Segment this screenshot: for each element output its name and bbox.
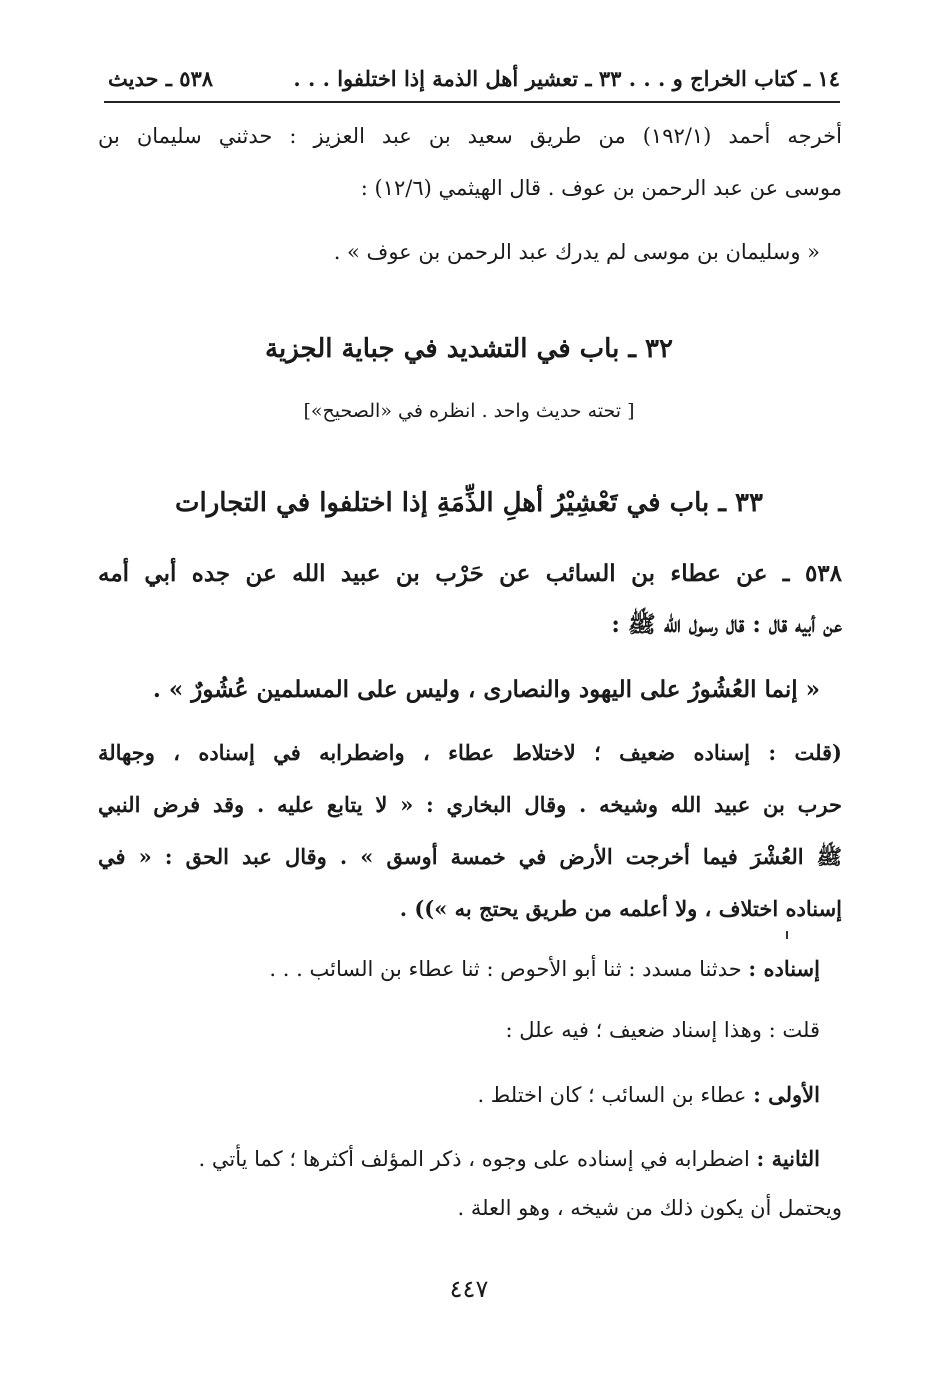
intro-quote: « وسليمان بن موسى لم يدرك عبد الرحمن بن عوف » . [333, 240, 820, 264]
chapter-33-title: ٣٣ ـ باب في تَعْشِيْرُ أهلِ الذِّمَةِ إذا اختلفوا في التجارات [175, 488, 763, 518]
header-rule [104, 101, 840, 103]
comment-line-4: إسناده اختلاف ، ولا أعلمه من طريق يحتج به »)) . [399, 896, 842, 921]
running-head-hadith-number: ٥٣٨ ـ حديث [108, 66, 214, 91]
intro-line-2: موسى عن عبد الرحمن بن عوف . قال الهيثمي (١٢/٦) : [360, 176, 842, 200]
running-head [104, 62, 840, 98]
page-number: ٤٤٧ [449, 1275, 489, 1303]
second-defect-text: اضطرابه في إسناده على وجوه ، ذكر المؤلف أكثرها ؛ كما يأتي . [198, 1147, 757, 1171]
isnad-text: حدثنا مسدد : ثنا أبو الأحوص : ثنا عطاء بن السائب . . . [269, 957, 749, 981]
comment-line-3: ﷺ العُشْرَ فيما أخرجت الأرض في خمسة أوسق » . وقال عبد الحق : « في [98, 844, 842, 869]
intro-line-1: أخرجه أحمد (١٩٢/١) من طريق سعيد بن عبد العزيز : حدثني سليمان بن [98, 124, 842, 148]
running-head-title: ١٤ ـ كتاب الخراج و . . . ٣٣ ـ تعشير أهل الذمة إذا اختلفوا . . . [293, 66, 840, 91]
hadith-text: « إنما العُشُورُ على اليهود والنصارى ، وليس على المسلمين عُشُورٌ » . [152, 676, 820, 703]
hadith-line-2: عن أبيه قال : قال رسول الله ﷺ : [611, 611, 842, 638]
second-defect-line-2: ويحتمل أن يكون ذلك من شيخه ، وهو العلة . [457, 1196, 842, 1220]
comment-line-2: حرب بن عبيد الله وشيخه . وقال البخاري : « لا يتابع عليه . وقد فرض النبي [98, 792, 842, 817]
isnad-label: إسناده : [748, 956, 820, 981]
hadith-line-1: ٥٣٨ ـ عن عطاء بن السائب عن حَرْب بن عبيد الله عن جده أبي أمه [98, 560, 842, 587]
first-defect-label: الأولى : [753, 1082, 820, 1107]
footnote-mark [786, 931, 788, 939]
chapter-32-note: [ تحته حديث واحد . انظره في «الصحيح»] [303, 400, 635, 422]
first-defect-text: عطاء بن السائب ؛ كان اختلط . [477, 1083, 754, 1107]
isnad-line [269, 956, 820, 981]
second-defect-label: الثانية : [756, 1146, 820, 1171]
qult-line: قلت : وهذا إسناد ضعيف ؛ فيه علل : [505, 1018, 820, 1042]
comment-line-1: (قلت : إسناده ضعيف ؛ لاختلاط عطاء ، واضطرابه في إسناده ، وجهالة [98, 740, 842, 765]
second-defect-line [199, 1146, 820, 1171]
first-defect-line [477, 1082, 820, 1107]
chapter-32-title: ٣٢ ـ باب في التشديد في جباية الجزية [265, 334, 673, 364]
